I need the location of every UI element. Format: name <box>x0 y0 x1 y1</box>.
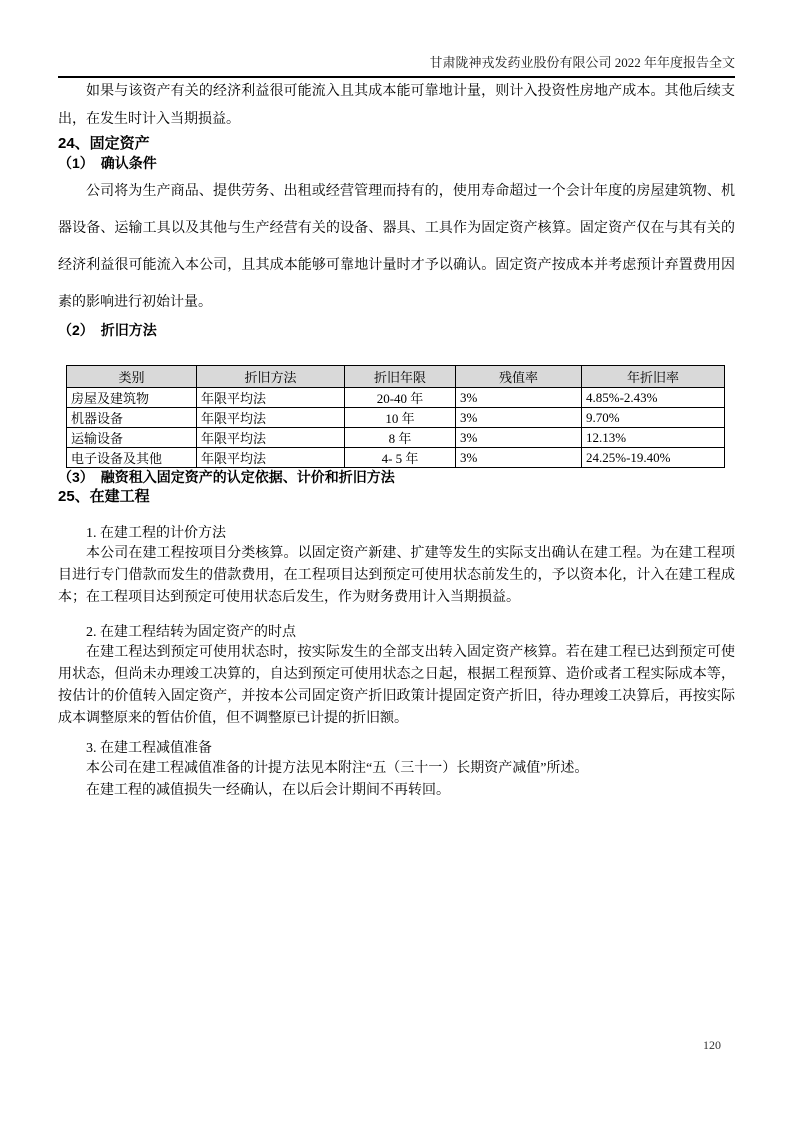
table-header-row <box>67 366 725 388</box>
section-24-heading: 24、固定资产 <box>58 135 150 152</box>
cell-annual-rate: 4.85%-2.43% <box>582 388 725 408</box>
cell-years: 20-40 年 <box>345 388 456 408</box>
cell-annual-rate: 12.13% <box>582 428 725 448</box>
section-24-sub3-heading: （3） 融资租入固定资产的认定依据、计价和折旧方法 <box>58 469 395 485</box>
table-row <box>67 428 725 448</box>
section-24-sub1-paragraph: 公司将为生产商品、提供劳务、出租或经营管理而持有的，使用寿命超过一个会计年度的房屋建筑物、机器设备、运输工具以及其他与生产经营有关的设备、器具、工具作为固定资产核算。固定资产仅在与其有关的经济利益很可能流入本公司，且其成本能够可靠地计量时才予以确认。固定资产按成本并考虑预计弃置费用因素的影响进行初始计量。 <box>58 184 735 310</box>
cell-method: 年限平均法 <box>197 408 345 428</box>
section-25-item2-heading: 2. 在建工程结转为固定资产的时点 <box>86 625 296 640</box>
table-row <box>67 448 725 468</box>
col-header-years: 折旧年限 <box>345 366 456 388</box>
cell-years: 10 年 <box>345 408 456 428</box>
page-header <box>58 0 735 78</box>
col-header-category: 类别 <box>67 366 197 388</box>
cell-years: 4- 5 年 <box>345 448 456 468</box>
section-25-item1-paragraph: 本公司在建工程按项目分类核算。以固定资产新建、扩建等发生的实际支出确认在建工程。为在建工程项目进行专门借款而发生的借款费用，在工程项目达到预定可使用状态前发生的，予以资本化，计入在建工程成本；在工程项目达到预定可使用状态后发生，作为财务费用计入当期损益。 <box>58 546 735 605</box>
col-header-residual-rate: 残值率 <box>456 366 582 388</box>
col-header-method: 折旧方法 <box>197 366 345 388</box>
table-row <box>67 388 725 408</box>
section-25-item3-paragraph2: 在建工程的减值损失一经确认，在以后会计期间不再转回。 <box>86 783 450 798</box>
cell-category: 电子设备及其他 <box>67 448 197 468</box>
section-25-heading: 25、在建工程 <box>58 488 150 505</box>
intro-paragraph: 如果与该资产有关的经济利益很可能流入且其成本能可靠地计量，则计入投资性房地产成本。其他后续支出，在发生时计入当期损益。 <box>58 84 735 127</box>
cell-method: 年限平均法 <box>197 388 345 408</box>
cell-residual-rate: 3% <box>456 428 582 448</box>
cell-annual-rate: 24.25%-19.40% <box>582 448 725 468</box>
section-25-item1-heading: 1. 在建工程的计价方法 <box>86 526 226 541</box>
cell-category: 机器设备 <box>67 408 197 428</box>
cell-category: 房屋及建筑物 <box>67 388 197 408</box>
section-25-item3-paragraph1: 本公司在建工程减值准备的计提方法见本附注“五（三十一）长期资产减值”所述。 <box>86 761 589 776</box>
cell-residual-rate: 3% <box>456 408 582 428</box>
section-25-item2-paragraph: 在建工程达到预定可使用状态时，按实际发生的全部支出转入固定资产核算。若在建工程已达到预定可使用状态，但尚未办理竣工决算的，自达到预定可使用状态之日起，根据工程预算、造价或者工程实际成本等，按估计的价值转入固定资产，并按本公司固定资产折旧政策计提固定资产折旧，待办理竣工决算后，再按实际成本调整原来的暂估价值，但不调整原已计提的折旧额。 <box>58 645 735 726</box>
depreciation-table <box>66 365 725 468</box>
cell-residual-rate: 3% <box>456 388 582 408</box>
col-header-annual-rate: 年折旧率 <box>582 366 725 388</box>
report-title: 甘肃陇神戎发药业股份有限公司 2022 年年度报告全文 <box>429 55 735 70</box>
cell-method: 年限平均法 <box>197 448 345 468</box>
cell-method: 年限平均法 <box>197 428 345 448</box>
section-24-sub2-heading: （2） 折旧方法 <box>58 322 157 338</box>
cell-years: 8 年 <box>345 428 456 448</box>
section-24-sub1-heading: （1） 确认条件 <box>58 155 157 171</box>
section-25-item3-heading: 3. 在建工程减值准备 <box>86 741 212 756</box>
cell-category: 运输设备 <box>67 428 197 448</box>
page-number: 120 <box>703 1038 721 1052</box>
cell-annual-rate: 9.70% <box>582 408 725 428</box>
cell-residual-rate: 3% <box>456 448 582 468</box>
table-row <box>67 408 725 428</box>
